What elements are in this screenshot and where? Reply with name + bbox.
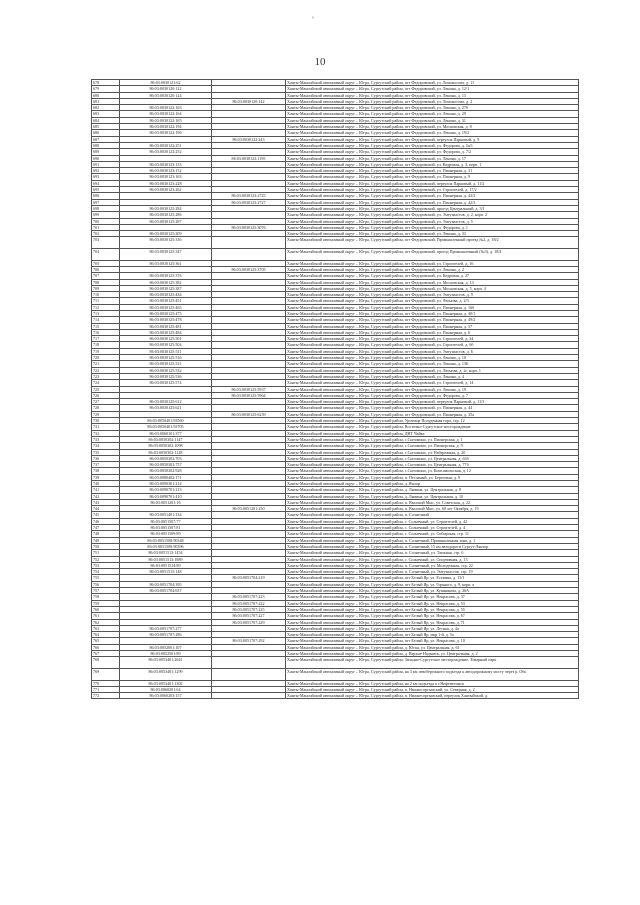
- row-number-cell: 696: [92, 193, 120, 199]
- cadastral-number-cell: 86:03:0030125:612: [120, 399, 212, 405]
- row-number-cell: 734: [92, 443, 120, 449]
- row-number-cell: 751: [92, 550, 120, 556]
- building-cadastral-number-cell: [212, 693, 286, 699]
- address-cell: Ханты-Мансийский автономный округ – Югра, Сургутский район, пгт Федоровский, ул. Пионерная, д. 42/2: [286, 193, 579, 199]
- cadastral-number-cell: 86:03:0030122:252: [120, 149, 212, 155]
- row-number-cell: 697: [92, 199, 120, 205]
- cadastral-number-cell: 86:03:0030125:336: [120, 237, 212, 249]
- cadastral-number-cell: 86:03:0050302:1128: [120, 449, 212, 455]
- row-number-cell: 694: [92, 180, 120, 186]
- address-cell: Ханты-Мансийский автономный округ – Югра, Сургутский район, п. Высокий Мыс, ул. Советская, д. 22: [286, 499, 579, 505]
- row-number-cell: 708: [92, 279, 120, 285]
- building-cadastral-number-cell: 86:03:0051707:227: [212, 613, 286, 619]
- cadastral-number-cell: 86:03:0051515:148: [120, 569, 212, 575]
- building-cadastral-number-cell: 86:03:0030125:5964: [212, 392, 286, 398]
- building-cadastral-number-cell: 86:03:0051704:219: [212, 575, 286, 581]
- row-number-cell: 726: [92, 392, 120, 398]
- address-cell: Ханты-Мансийский автономный округ – Югра, Сургутский район, п. Солнечный: [286, 512, 579, 518]
- cadastral-number-cell: 86:03:0030122:163: [120, 105, 212, 111]
- row-number-cell: 767: [92, 651, 120, 657]
- address-cell: Ханты-Мансийский автономный округ – Югра, Сургутский район, п. Песчаный, ул. Береговая, д. 9: [286, 474, 579, 480]
- building-cadastral-number-cell: [212, 668, 286, 680]
- building-cadastral-number-cell: 86:03:0030123:1195: [212, 155, 286, 161]
- row-number-cell: 769: [92, 668, 120, 680]
- address-cell: Ханты-Мансийский автономный округ – Югра, Сургутский район, пгт Федоровский, ул. Энтузиастов, д. 6: [286, 348, 579, 354]
- address-cell: Ханты-Мансийский автономный округ – Югра, Сургутский район, пгт Федоровский, ул. Энтузиастов, д. 5: [286, 218, 579, 224]
- cadastral-number-cell: 86:03:0030120:122: [120, 86, 212, 92]
- scan-mark: ᵛ: [312, 14, 315, 23]
- row-number-cell: 679: [92, 86, 120, 92]
- building-cadastral-number-cell: 86:03:0051707:292: [212, 638, 286, 644]
- address-cell: Ханты-Мансийский автономный округ – Югра, Сургутский район, с. Солнечный, ул. Сибирская, стр. 11: [286, 531, 579, 537]
- address-cell: Ханты-Мансийский автономный округ – Югра, Сургутский район, пгт Белый Яр, ул. Есенина, д. 13/1: [286, 575, 579, 581]
- row-number-cell: 768: [92, 657, 120, 669]
- row-number-cell: 711: [92, 298, 120, 304]
- address-cell: Ханты-Мансийский автономный округ – Югра, Сургутский район, пгт Федоровский, ул. Пионерная, д. 9: [286, 174, 579, 180]
- row-number-cell: 730: [92, 418, 120, 424]
- address-cell: Ханты-Мансийский автономный округ – Югра, Сургутский район, пгт Федоровский, ул. Леонова, д. 2г, корп. 1: [286, 367, 579, 373]
- row-number-cell: 745: [92, 512, 120, 518]
- row-number-cell: 735: [92, 449, 120, 455]
- row-number-cell: 742: [92, 493, 120, 499]
- register-table: [91, 79, 579, 699]
- row-number-cell: 706: [92, 266, 120, 272]
- row-number-cell: 748: [92, 531, 120, 537]
- row-number-cell: 757: [92, 588, 120, 594]
- row-number-cell: 753: [92, 562, 120, 568]
- cadastral-number-cell: 86:03:0030125:475: [120, 310, 212, 316]
- address-cell: Ханты-Мансийский автономный округ – Югра, Сургутский район, пгт Федоровский, ул. Ленина, д. 33: [286, 231, 579, 237]
- cadastral-number-cell: 86:03:0030125:361: [120, 260, 212, 266]
- table-row: [92, 693, 579, 699]
- cadastral-number-cell: 86:03:0030125:451: [120, 298, 212, 304]
- address-cell: Ханты-Мансийский автономный округ – Югра, Сургутский район, пгт Федоровский, ул. Московская, д. 8: [286, 124, 579, 130]
- row-number-cell: 688: [92, 142, 120, 148]
- row-number-cell: 709: [92, 285, 120, 291]
- building-cadastral-number-cell: 86:03:0030125:3076: [212, 224, 286, 230]
- address-cell: Ханты-Мансийский автономный округ – Югра, Сургутский район, Западно-Сургутское месторождение, Товарный парк: [286, 657, 579, 669]
- row-number-cell: 741: [92, 487, 120, 493]
- row-number-cell: 755: [92, 575, 120, 581]
- register-table-body: [92, 80, 579, 699]
- building-cadastral-number-cell: [212, 249, 286, 261]
- row-number-cell: 684: [92, 117, 120, 123]
- row-number-cell: 740: [92, 481, 120, 487]
- cadastral-number-cell: 86:03:0050302:757: [120, 462, 212, 468]
- row-number-cell: 685: [92, 124, 120, 130]
- building-cadastral-number-cell: 86:03:0051201:250: [212, 506, 286, 512]
- address-cell: Ханты-Мансийский автономный округ – Югра, Сургутский район, пгт Белый Яр, ул. Некрасова, д. 55: [286, 606, 579, 612]
- address-cell: Ханты-Мансийский автономный округ – Югра, Сургутский район, с.Сытомино, ул. Центральная, д. 77б: [286, 462, 579, 468]
- row-number-cell: 722: [92, 367, 120, 373]
- address-cell: Ханты-Мансийский автономный округ – Югра, Сургутский район, пгт Федоровский, ул. Кедровая, д. 3, корп. 1: [286, 161, 579, 167]
- cadastral-number-cell: 86:03:0051704:395: [120, 581, 212, 587]
- address-cell: Ханты-Мансийский автономный округ – Югра, Сургутский район, пгт Федоровский, ул. Пионерная, д. 31: [286, 168, 579, 174]
- cadastral-number-cell: 86:03:0030125:532: [120, 367, 212, 373]
- row-number-cell: 699: [92, 212, 120, 218]
- address-cell: Ханты-Мансийский автономный округ – Югра, Сургутский район, п. Нижнесортымский, ул. Северная, д. 2: [286, 686, 579, 692]
- cadastral-number-cell: 86:03:0030125:501: [120, 336, 212, 342]
- cadastral-number-cell: 86:03:0030125:376: [120, 273, 212, 279]
- table-row: [92, 668, 579, 680]
- address-cell: Ханты-Мансийский автономный округ – Югра, Сургутский район, с. Солнечный, ул. Строителей, д. 4: [286, 525, 579, 531]
- address-cell: Ханты-Мансийский автономный округ – Югра, Сургутский район, пгт Федоровский, ул. Пионерная, д. 40/1: [286, 310, 579, 316]
- address-cell: Ханты-Мансийский автономный округ – Югра, Сургутский район, п. Солнечный, 15 км автодороги Сургут-Лянтор: [286, 543, 579, 549]
- cadastral-number-cell: 86:03:0030125:382: [120, 279, 212, 285]
- row-number-cell: 719: [92, 348, 120, 354]
- row-number-cell: 724: [92, 380, 120, 386]
- address-cell: Ханты-Мансийский автономный округ – Югра, Сургутский район, пгт Федоровский, ул. Федорова, д. 1: [286, 224, 579, 230]
- cadastral-number-cell: 86:03:0030122:165: [120, 117, 212, 123]
- cadastral-number-cell: 86:03:0090301:214: [120, 481, 212, 487]
- cadastral-number-cell: 86:03:0030125:521: [120, 361, 212, 367]
- address-cell: Ханты-Мансийский автономный округ – Югра, Сургутский район, пгт Федоровский, ул. Московская, д. 5, корп. 4: [286, 285, 579, 291]
- cadastral-number-cell: 86:03:0030125:516: [120, 355, 212, 361]
- address-cell: Ханты-Мансийский автономный округ – Югра, Сургутский район, пгт Федоровский, ул. Ленина, д. 4: [286, 373, 579, 379]
- address-cell: Ханты-Мансийский автономный округ – Югра, Сургутский район, с.Сытомино, ул. Пионерская, д. 1: [286, 436, 579, 442]
- cadastral-number-cell: 86:03:0050401:93705: [120, 424, 212, 430]
- address-cell: Ханты-Мансийский автономный округ – Югра, Сургутский район, пгт Федоровский, ул. Пионерная, д. 57: [286, 323, 579, 329]
- row-number-cell: 763: [92, 625, 120, 631]
- address-cell: Ханты-Мансийский автономный округ – Югра, Сургутский район, ДНТ Чайка: [286, 430, 579, 436]
- cadastral-number-cell: 86:03:0030125:511: [120, 348, 212, 354]
- row-number-cell: 702: [92, 231, 120, 237]
- address-cell: Ханты-Мансийский автономный округ – Югра, Сургутский район, пгт Федоровский, ул. Ленина, д. 13Б: [286, 361, 579, 367]
- cadastral-number-cell: 86:03:0051707:277: [120, 625, 212, 631]
- cadastral-number-cell: 86:03:0030125:309: [120, 231, 212, 237]
- cadastral-number-cell: 86:03:0030122:194: [120, 124, 212, 130]
- row-number-cell: 744: [92, 506, 120, 512]
- row-number-cell: 721: [92, 361, 120, 367]
- row-number-cell: 690: [92, 155, 120, 161]
- building-cadastral-number-cell: 86:03:0030125:6239: [212, 411, 286, 417]
- address-cell: Ханты-Мансийский автономный округ – Югра, Сургутский район, с.Сытомино, ул. Набережная, д. 20: [286, 449, 579, 455]
- row-number-cell: 738: [92, 468, 120, 474]
- cadastral-number-cell: 86:03:0030125:434: [120, 292, 212, 298]
- address-cell: Ханты-Мансийский автономный округ – Югра, Сургутский район, с.Сытомино, ул. Центральная, д. 63б: [286, 455, 579, 461]
- cadastral-number-cell: 86:03:0050401:93569: [120, 418, 212, 424]
- table-row: [92, 657, 579, 669]
- cadastral-number-cell: 86:03:0053401:1302: [120, 680, 212, 686]
- cadastral-number-cell: 86:03:0051401:134: [120, 512, 212, 518]
- row-number-cell: 715: [92, 323, 120, 329]
- building-cadastral-number-cell: 86:03:0030125:5937: [212, 386, 286, 392]
- row-number-cell: 717: [92, 336, 120, 342]
- cadastral-number-cell: 86:03:0052001:107: [120, 644, 212, 650]
- row-number-cell: 692: [92, 168, 120, 174]
- row-number-cell: 733: [92, 436, 120, 442]
- row-number-cell: 771: [92, 686, 120, 692]
- row-number-cell: 752: [92, 556, 120, 562]
- address-cell: Ханты-Мансийский автономный округ – Югра, Сургутский район, пгт Федоровский, ул. Ленина, д. 10: [286, 355, 579, 361]
- cadastral-number-cell: 86:03:0060201:64: [120, 686, 212, 692]
- address-cell: Ханты-Мансийский автономный округ – Югра, Сургутский район, д. Лямина, ул. Центральная, д. 8: [286, 487, 579, 493]
- address-cell: Ханты-Мансийский автономный округ – Югра, Сургутский район, пгт Федоровский, ул. Федорова, д. 7: [286, 392, 579, 398]
- building-cadastral-number-cell: 86:03:0030125:3705: [212, 266, 286, 272]
- address-cell: Ханты-Мансийский автономный округ – Югра, Сургутский район, пгт Федоровский, ул. Пионерная, д. 35а: [286, 411, 579, 417]
- row-number-cell: 727: [92, 399, 120, 405]
- address-cell: Ханты-Мансийский автономный округ – Югра, Сургутский район, пгт Белый Яр, ул. Некрасова, д. 37: [286, 594, 579, 600]
- address-cell: Ханты-Мансийский автономный округ – Югра, Сургутский район, Урочище Полуденная гора, стр. 12: [286, 418, 579, 424]
- row-number-cell: 686: [92, 130, 120, 136]
- cadastral-number-cell: 86:03:0030123:163: [120, 174, 212, 180]
- cadastral-number-cell: 86:03:0030125:387: [120, 285, 212, 291]
- address-cell: Ханты-Мансийский автономный округ – Югра, Сургутский район, п. Солнечный, ул. Энтузиастов, стр. 19: [286, 569, 579, 575]
- cadastral-number-cell: 86:03:0030122:164: [120, 111, 212, 117]
- address-cell: Ханты-Мансийский автономный округ – Югра, Сургутский район, п. Солнечный, ул. Таежная, стр. 6: [286, 550, 579, 556]
- address-cell: Ханты-Мансийский автономный округ – Югра, Сургутский район, с.Сытомино, ул. Пионерская, д. 9: [286, 443, 579, 449]
- row-number-cell: 725: [92, 386, 120, 392]
- address-cell: Ханты-Мансийский автономный округ – Югра, Сургутский район, пгт Белый Яр, ул. Некрасова, д. 67: [286, 613, 579, 619]
- cadastral-number-cell: 86:03:0030125:621: [120, 405, 212, 411]
- row-number-cell: 682: [92, 105, 120, 111]
- row-number-cell: 678: [92, 80, 120, 86]
- row-number-cell: 749: [92, 537, 120, 543]
- address-cell: Ханты-Мансийский автономный округ – Югра, Сургутский район, пгт Федоровский, ул. Пионерная, д. 6: [286, 329, 579, 335]
- row-number-cell: 723: [92, 373, 120, 379]
- address-cell: Ханты-Мансийский автономный округ – Югра, Сургутский район, пгт Федоровский, переулок Парковый, д. 9: [286, 136, 579, 142]
- address-cell: Ханты-Мансийский автономный округ – Югра, Сургутский район, пгт Федоровский, переулок Парковый, д. 11/2: [286, 180, 579, 186]
- address-cell: Ханты-Мансийский автономный округ – Югра, Сургутский район, пгт Федоровский, ул. Ленина, д. 2: [286, 266, 579, 272]
- address-cell: Ханты-Мансийский автономный округ – Югра, Сургутский район, пгт Федоровский, ул. Строителей, д. 14: [286, 380, 579, 386]
- address-cell: Ханты-Мансийский автономный округ – Югра, Сургутский район, пгт Федоровский, ул. Ленина, д. 17: [286, 155, 579, 161]
- address-cell: Ханты-Мансийский автономный округ – Югра, Сургутский район, пгт Белый Яр, ул. Некрасова, д. 10: [286, 638, 579, 644]
- address-cell: Ханты-Мансийский автономный округ – Югра, Сургутский район, пгт Федоровский, ул. Ленина, д. 13: [286, 92, 579, 98]
- row-number-cell: 683: [92, 111, 120, 117]
- address-cell: Ханты-Мансийский автономный округ – Югра, Сургутский район, пгт Белый Яр, ул. Некрасова, д. 53: [286, 600, 579, 606]
- building-cadastral-number-cell: 86:03:0051707:225: [212, 606, 286, 612]
- row-number-cell: 747: [92, 525, 120, 531]
- cadastral-number-cell: 86:03:0051514:89: [120, 562, 212, 568]
- cadastral-number-cell: 86:03:0030125:465: [120, 304, 212, 310]
- address-cell: Ханты-Мансийский автономный округ – Югра, Сургутский район, с. Солнечный, ул. Спортивная, д. 13: [286, 556, 579, 562]
- cadastral-number-cell: 86:03:0060203:157: [120, 693, 212, 699]
- address-cell: Ханты-Мансийский автономный округ – Югра, Сургутский район, пгт Федоровский, Промышленный проезд №2, д. 18/2: [286, 237, 579, 249]
- address-cell: Ханты-Мансийский автономный округ – Югра, Сургутский район, пгт Федоровский, ул. Пионерная, д. 49/2: [286, 317, 579, 323]
- row-number-cell: 758: [92, 594, 120, 600]
- row-number-cell: 732: [92, 430, 120, 436]
- cadastral-number-cell: 86:03:0030122:251: [120, 142, 212, 148]
- row-number-cell: 737: [92, 462, 120, 468]
- row-number-cell: 707: [92, 273, 120, 279]
- address-cell: Ханты-Мансийский автономный округ – Югра, Сургутский район, пгт Федоровский, ул. Энтузиастов, д. 9: [286, 292, 579, 298]
- cadastral-number-cell: 86:03:0051707:286: [120, 632, 212, 638]
- building-cadastral-number-cell: 86:03:0051707:222: [212, 600, 286, 606]
- row-number-cell: 693: [92, 174, 120, 180]
- row-number-cell: 680: [92, 92, 120, 98]
- row-number-cell: 743: [92, 499, 120, 505]
- address-cell: Ханты-Мансийский автономный округ – Югра, Сургутский район, пгт Федоровский, ул. Ленина, д. 27б: [286, 105, 579, 111]
- row-number-cell: 766: [92, 644, 120, 650]
- row-number-cell: 761: [92, 613, 120, 619]
- cadastral-number-cell: 86:03:0051704:637: [120, 588, 212, 594]
- cadastral-number-cell: 86:03:0050302:703: [120, 455, 212, 461]
- cadastral-number-cell: 86:03:0030125:481: [120, 323, 212, 329]
- address-cell: Ханты-Мансийский автономный округ – Югра, Сургутский район, пгт Федоровский, ул. Ломоносова, д. 11: [286, 80, 579, 86]
- address-cell: Ханты-Мансийский автономный округ – Югра, Сургутский район, пгт Федоровский, ул. Ленина, д. 12/1: [286, 86, 579, 92]
- address-cell: Ханты-Мансийский автономный округ – Югра, Сургутский район, пгт Федоровский, ул. Федорова, д. 5а/1: [286, 142, 579, 148]
- address-cell: Ханты-Мансийский автономный округ – Югра, Сургутский район, пгт Федоровский, ул. Кедровая, д. 27: [286, 273, 579, 279]
- cadastral-number-cell: 86:03:0080402:171: [120, 474, 212, 480]
- cadastral-number-cell: 86:03:0030120:124: [120, 92, 212, 98]
- cadastral-number-cell: 86:03:0030125:347: [120, 249, 212, 261]
- cadastral-number-cell: 86:03:0051507:81: [120, 525, 212, 531]
- row-number-cell: 691: [92, 161, 120, 167]
- row-number-cell: 754: [92, 569, 120, 575]
- row-number-cell: 760: [92, 606, 120, 612]
- row-number-cell: 770: [92, 680, 120, 686]
- cadastral-number-cell: 86:03:0052501:89: [120, 651, 212, 657]
- row-number-cell: 762: [92, 619, 120, 625]
- row-number-cell: 739: [92, 474, 120, 480]
- address-cell: Ханты-Мансийский автономный округ – Югра, Сургутский район, пгт Федоровский, ул. Пионерная, д. 44: [286, 405, 579, 411]
- row-number-cell: 689: [92, 149, 120, 155]
- row-number-cell: 716: [92, 329, 120, 335]
- address-cell: Ханты-Мансийский автономный округ – Югра, Сургутский район, пгт Федоровский, проезд Центральный, д. 3/1: [286, 205, 579, 211]
- building-cadastral-number-cell: 86:03:0030123:2725: [212, 193, 286, 199]
- row-number-cell: 729: [92, 411, 120, 417]
- cadastral-number-cell: 86:03:0030125:286: [120, 212, 212, 218]
- address-cell: Ханты-Мансийский автономный округ – Югра, Сургутский район, пгт Федоровский, переулок Парковый, д. 11/3: [286, 399, 579, 405]
- building-cadastral-number-cell: 86:03:0051707:229: [212, 619, 286, 625]
- row-number-cell: 698: [92, 205, 120, 211]
- cadastral-number-cell: 86:03:0030125:478: [120, 317, 212, 323]
- address-cell: Ханты-Мансийский автономный округ – Югра, Сургутский район, п. Высокий Мыс, ул. 60 лет Октября, д. 19: [286, 506, 579, 512]
- cadastral-number-cell: 86:03:0030123:152: [120, 168, 212, 174]
- building-cadastral-number-cell: [212, 657, 286, 669]
- row-number-cell: 700: [92, 218, 120, 224]
- address-cell: Ханты-Мансийский автономный округ – Югра, Сургутский район, пгт Федоровский, ул. Строителей, д. 6б: [286, 342, 579, 348]
- row-number-cell: 687: [92, 136, 120, 142]
- row-number-cell: 705: [92, 260, 120, 266]
- address-cell: Ханты-Мансийский автономный округ – Югра, Сургутский район, п. Нижнесортымский, переулок Хантыйский, д.: [286, 693, 579, 699]
- address-cell: Ханты-Мансийский автономный округ – Югра, Сургутский район, пгт Федоровский, ул. Ленина, д. 31: [286, 117, 579, 123]
- address-cell: Ханты-Мансийский автономный округ – Югра, Сургутский район, пгт Федоровский, ул. Ленина, д. 19: [286, 386, 579, 392]
- cadastral-number-cell: 86:03:0053401:2641: [120, 657, 212, 669]
- address-cell: Ханты-Мансийский автономный округ – Югра, Сургутский район, пгт Федоровский, ул. Федорова, д. 7/2: [286, 149, 579, 155]
- address-cell: Ханты-Мансийский автономный округ – Югра, Сургутский район, пгт Белый Яр, мкр 1-й, д. 5а: [286, 632, 579, 638]
- address-cell: Ханты-Мансийский автономный округ – Югра, Сургутский район, пгт Федоровский, ул. Ленина, д. 29: [286, 111, 579, 117]
- cadastral-number-cell: 86:03:0051513:1454: [120, 550, 212, 556]
- cadastral-number-cell: 86:03:0030123:262: [120, 187, 212, 193]
- row-number-cell: 714: [92, 317, 120, 323]
- row-number-cell: 750: [92, 543, 120, 549]
- building-cadastral-number-cell: 86:03:0030123:2727: [212, 199, 286, 205]
- address-cell: Ханты-Мансийский автономный округ – Югра, Сургутский район, д. Лямина, ул. Центральная, д. 10: [286, 493, 579, 499]
- row-number-cell: 710: [92, 292, 120, 298]
- cadastral-number-cell: 86:03:0051508:90348: [120, 537, 212, 543]
- address-cell: Ханты-Мансийский автономный округ – Югра, Сургутский район, д. Верхне-Надымск, ул. Центральная, д. 2: [286, 651, 579, 657]
- row-number-cell: 720: [92, 355, 120, 361]
- address-cell: Ханты-Мансийский автономный округ – Югра, Сургутский район, пгт Федоровский, ул. Леонова, д. 2/3: [286, 298, 579, 304]
- cadastral-number-cell: 86:03:0030125:287: [120, 218, 212, 224]
- row-number-cell: 718: [92, 342, 120, 348]
- row-number-cell: 728: [92, 405, 120, 411]
- cadastral-number-cell: 86:03:0090701:213: [120, 487, 212, 493]
- address-cell: Ханты-Мансийский автономный округ – Югра, Сургутский район, пгт Федоровский, ул. Ломоносова, д. 2: [286, 98, 579, 104]
- table-row: [92, 249, 579, 261]
- cadastral-number-cell: 86:03:0030123:228: [120, 180, 212, 186]
- cadastral-number-cell: 86:03:0051508:90396: [120, 543, 212, 549]
- building-cadastral-number-cell: 86:03:0030120:142: [212, 98, 286, 104]
- row-number-cell: 756: [92, 581, 120, 587]
- cadastral-number-cell: 86:03:0030121:62: [120, 80, 212, 86]
- address-cell: Ханты-Мансийский автономный округ – Югра, Сургутский район, д. Юган, ул. Центральная, д. 61: [286, 644, 579, 650]
- cadastral-number-cell: 86:03:0030125:484: [120, 329, 212, 335]
- row-number-cell: 712: [92, 304, 120, 310]
- address-cell: Ханты-Мансийский автономный округ – Югра, Сургутский район, пгт Федоровский, ул. Московская, д. 13: [286, 279, 579, 285]
- building-cadastral-number-cell: 86:03:0030122:243: [212, 136, 286, 142]
- cadastral-number-cell: 86:03:0090701:410: [120, 493, 212, 499]
- building-cadastral-number-cell: 86:03:0051707:223: [212, 594, 286, 600]
- address-cell: Ханты-Мансийский автономный округ – Югра, Сургутский район, пгт Федоровский, ул. Строителей, д. 17/2: [286, 187, 579, 193]
- address-cell: Ханты-Мансийский автономный округ – Югра, Сургутский район, с.Сытомино, ул. Комсомольская, д. 12: [286, 468, 579, 474]
- address-cell: Ханты-Мансийский автономный округ – Югра, Сургутский район, п. Солнечный, Промышленная зона, д. 1: [286, 537, 579, 543]
- building-cadastral-number-cell: [212, 237, 286, 249]
- row-number-cell: 731: [92, 424, 120, 430]
- cadastral-number-cell: 86:03:0060101:377: [120, 430, 212, 436]
- row-number-cell: 695: [92, 187, 120, 193]
- row-number-cell: 772: [92, 693, 120, 699]
- cadastral-number-cell: 86:03:0030125:574: [120, 380, 212, 386]
- address-cell: Ханты-Мансийский автономный округ – Югра, Сургутский район, пгт Белый Яр, ул. Некрасова, д. 71: [286, 619, 579, 625]
- address-cell: Ханты-Мансийский автономный округ – Югра, Сургутский район, пгт Белый Яр, ул. Кушникова, д. 26А: [286, 588, 579, 594]
- page-number: 10: [314, 56, 326, 68]
- row-number-cell: 746: [92, 518, 120, 524]
- address-cell: Ханты-Мансийский автономный округ – Югра, Сургутский район, Восточно-Сургутское месторождение: [286, 424, 579, 430]
- row-number-cell: 764: [92, 632, 120, 638]
- address-cell: Ханты-Мансийский автономный округ – Югра, Сургутский район, п. Солнечный, ул. Молодежная, стр. 22: [286, 562, 579, 568]
- cadastral-number-cell: 86:03:0051513:1889: [120, 556, 212, 562]
- row-number-cell: 759: [92, 600, 120, 606]
- address-cell: Ханты-Мансийский автономный округ – Югра, Сургутский район, пгт Федоровский, проезд Промышленный (№3), д. 18/4: [286, 249, 579, 261]
- row-number-cell: 681: [92, 98, 120, 104]
- row-number-cell: 713: [92, 310, 120, 316]
- cadastral-number-cell: 86:03:0030125:536: [120, 373, 212, 379]
- row-number-cell: 704: [92, 249, 120, 261]
- address-cell: Ханты-Мансийский автономный округ – Югра, Сургутский район, с. Солнечный, ул. Строителей, д. 42: [286, 518, 579, 524]
- address-cell: Ханты-Мансийский автономный округ – Югра, Сургутский район, пгт Федоровский, ул. Строителей, д. 16: [286, 260, 579, 266]
- table-row: [92, 237, 579, 249]
- cadastral-number-cell: 86:03:0030125:284: [120, 205, 212, 211]
- address-cell: Ханты-Мансийский автономный округ – Югра, Сургутский район, пгт Федоровский, ул. Ленина, д. 19/2: [286, 130, 579, 136]
- address-cell: Ханты-Мансийский автономный округ – Югра, Сургутский район, пгт Белый Яр, ул. Горького, д. 9, корп. а: [286, 581, 579, 587]
- address-cell: Ханты-Мансийский автономный округ – Югра, Сургутский район, пгт Федоровский, ул. Энтузиастов, д. 2, корп. 2: [286, 212, 579, 218]
- row-number-cell: 701: [92, 224, 120, 230]
- address-cell: Ханты-Мансийский автономный округ – Югра, Сургутский район, пгт Федоровский, ул. Пионерная, д. 42/3: [286, 199, 579, 205]
- address-cell: Ханты-Мансийский автономный округ – Югра, Сургутский район, на 2 км подъезда к г.Нефтеюганск: [286, 680, 579, 686]
- cadastral-number-cell: 86:03:0053401:1299: [120, 668, 212, 680]
- address-cell: Ханты-Мансийский автономный округ – Югра, Сургутский район, пгт Федоровский, ул. Строителей, д. 24: [286, 336, 579, 342]
- cadastral-number-cell: 86:03:0051507:77: [120, 518, 212, 524]
- address-cell: Ханты-Мансийский автономный округ – Югра, Сургутский район, пгт Белый Яр, ул. Лесная, д. 4а: [286, 625, 579, 631]
- cadastral-number-cell: 86:03:0050302:1147: [120, 436, 212, 442]
- cadastral-number-cell: 86:03:0030123:133: [120, 161, 212, 167]
- address-cell: Ханты-Мансийский автономный округ – Югра, Сургутский район, д. Янлор: [286, 481, 579, 487]
- row-number-cell: 765: [92, 638, 120, 644]
- address-cell: Ханты-Мансийский автономный округ – Югра, Сургутский район, пгт Федоровский, ул. Пионерная, д. 16б: [286, 304, 579, 310]
- cadastral-number-cell: 86:03:0050302:1098: [120, 443, 212, 449]
- row-number-cell: 736: [92, 455, 120, 461]
- row-number-cell: 703: [92, 237, 120, 249]
- address-cell: Ханты-Мансийский автономный округ – Югра, Сургутский район, на 3 км левобережного подъезда к автодорожному мосту через р. Обь: [286, 668, 579, 680]
- cadastral-number-cell: 86:03:0030122:196: [120, 130, 212, 136]
- cadastral-number-cell: 86:03:0051509:89: [120, 531, 212, 537]
- cadastral-number-cell: 86:03:0030125:504: [120, 342, 212, 348]
- cadastral-number-cell: 86:03:0050302:928: [120, 468, 212, 474]
- cadastral-number-cell: 86:03:0051201:16: [120, 499, 212, 505]
